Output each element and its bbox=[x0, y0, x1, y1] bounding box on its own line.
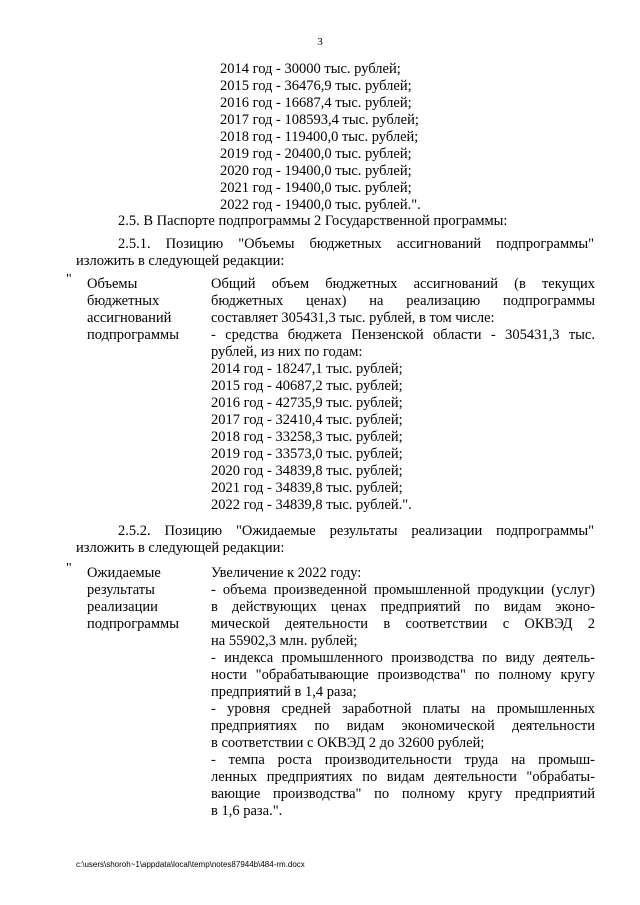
body-line: мической деятельности в соответствии с ОКВЭД 2 bbox=[211, 616, 595, 632]
body-line: 2022 год - 34839,8 тыс. рублей.". bbox=[211, 497, 412, 513]
funding-by-year-list bbox=[220, 61, 421, 214]
list-item: 2017 год - 108593,4 тыс. рублей; bbox=[220, 112, 419, 128]
list-item: 2014 год - 30000 тыс. рублей; bbox=[220, 61, 401, 77]
body-line: 2018 год - 33258,3 тыс. рублей; bbox=[211, 429, 403, 445]
label-line: подпрограммы bbox=[87, 327, 179, 343]
label-line: результаты bbox=[87, 582, 155, 598]
body-line: 2017 год - 32410,4 тыс. рублей; bbox=[211, 412, 403, 428]
expected-results-label bbox=[87, 565, 195, 633]
body-line: предприятиях по видам экономической деятельности bbox=[211, 718, 595, 734]
budget-allocations-label bbox=[87, 276, 195, 344]
section-2-5-2-line1: 2.5.2. Позицию "Ожидаемые результаты реализации подпрограммы" bbox=[118, 523, 594, 539]
section-2-5-1-line2: изложить в следующей редакции: bbox=[76, 253, 285, 269]
label-line: подпрограммы bbox=[87, 616, 179, 632]
label-line: бюджетных bbox=[87, 293, 160, 309]
body-line: 2020 год - 34839,8 тыс. рублей; bbox=[211, 463, 403, 479]
body-line: 2014 год - 18247,1 тыс. рублей; bbox=[211, 361, 403, 377]
body-line: - темпа роста производительности труда на промыш- bbox=[211, 752, 595, 768]
body-line: 2021 год - 34839,8 тыс. рублей; bbox=[211, 480, 403, 496]
body-line: бюджетных ценах) на реализацию подпрограммы bbox=[211, 293, 595, 309]
expected-results-body bbox=[211, 565, 595, 820]
body-line: - объема произведенной промышленной продукции (услуг) bbox=[211, 582, 595, 598]
section-2-5 bbox=[76, 213, 594, 230]
body-line: - индекса промышленного производства по виду деятель- bbox=[211, 650, 595, 666]
section-2-5-2 bbox=[76, 523, 594, 557]
opening-quote: " bbox=[66, 272, 72, 287]
body-line: в 1,6 раза.". bbox=[211, 803, 283, 819]
body-line: вающие производства" по полному кругу предприятий bbox=[211, 786, 595, 802]
list-item: 2018 год - 119400,0 тыс. рублей; bbox=[220, 129, 419, 145]
body-line: составляет 305431,3 тыс. рублей, в том числе: bbox=[211, 310, 495, 326]
body-line: - средства бюджета Пензенской области - 305431,3 тыс. bbox=[211, 327, 595, 343]
body-line: ности "обрабатывающие производства" по полному кругу bbox=[211, 667, 595, 683]
body-line: рублей, из них по годам: bbox=[211, 344, 363, 360]
label-line: Ожидаемые bbox=[87, 565, 161, 581]
list-item: 2016 год - 16687,4 тыс. рублей; bbox=[220, 95, 412, 111]
file-path-footer: c:\users\shoroh~1\appdata\local\temp\notes87944b\484-rm.docx bbox=[76, 860, 305, 869]
body-line: 2016 год - 42735,9 тыс. рублей; bbox=[211, 395, 403, 411]
list-item: 2020 год - 19400,0 тыс. рублей; bbox=[220, 163, 412, 179]
section-2-5-2-line2: изложить в следующей редакции: bbox=[76, 540, 285, 556]
list-item: 2019 год - 20400,0 тыс. рублей; bbox=[220, 146, 412, 162]
body-line: ленных предприятиях по видам деятельности "обрабаты- bbox=[211, 769, 595, 785]
label-line: ассигнований bbox=[87, 310, 172, 326]
budget-allocations-body bbox=[211, 276, 595, 514]
body-line: предприятий в 1,4 раза; bbox=[211, 684, 357, 700]
section-2-5-text: 2.5. В Паспорте подпрограммы 2 Государственной программы: bbox=[118, 213, 508, 229]
body-line: 2019 год - 33573,0 тыс. рублей; bbox=[211, 446, 403, 462]
list-item: 2021 год - 19400,0 тыс. рублей; bbox=[220, 180, 412, 196]
body-line: в соответствии с ОКВЭД 2 до 32600 рублей; bbox=[211, 735, 485, 751]
body-line: в действующих ценах предприятий по видам эконо- bbox=[211, 599, 595, 615]
page-number: 3 bbox=[317, 36, 323, 48]
opening-quote: " bbox=[66, 561, 72, 576]
body-line: на 55902,3 млн. рублей; bbox=[211, 633, 358, 649]
body-line: Увеличение к 2022 году: bbox=[211, 565, 362, 581]
label-line: Объемы bbox=[87, 276, 138, 292]
list-item: 2022 год - 19400,0 тыс. рублей.". bbox=[220, 197, 421, 213]
section-2-5-1-line1: 2.5.1. Позицию "Объемы бюджетных ассигнований подпрограммы" bbox=[118, 236, 594, 252]
body-line: Общий объем бюджетных ассигнований (в текущих bbox=[211, 276, 595, 292]
section-2-5-1 bbox=[76, 236, 594, 270]
body-line: - уровня средней заработной платы на промышленных bbox=[211, 701, 595, 717]
body-line: 2015 год - 40687,2 тыс. рублей; bbox=[211, 378, 403, 394]
list-item: 2015 год - 36476,9 тыс. рублей; bbox=[220, 78, 412, 94]
label-line: реализации bbox=[87, 599, 158, 615]
